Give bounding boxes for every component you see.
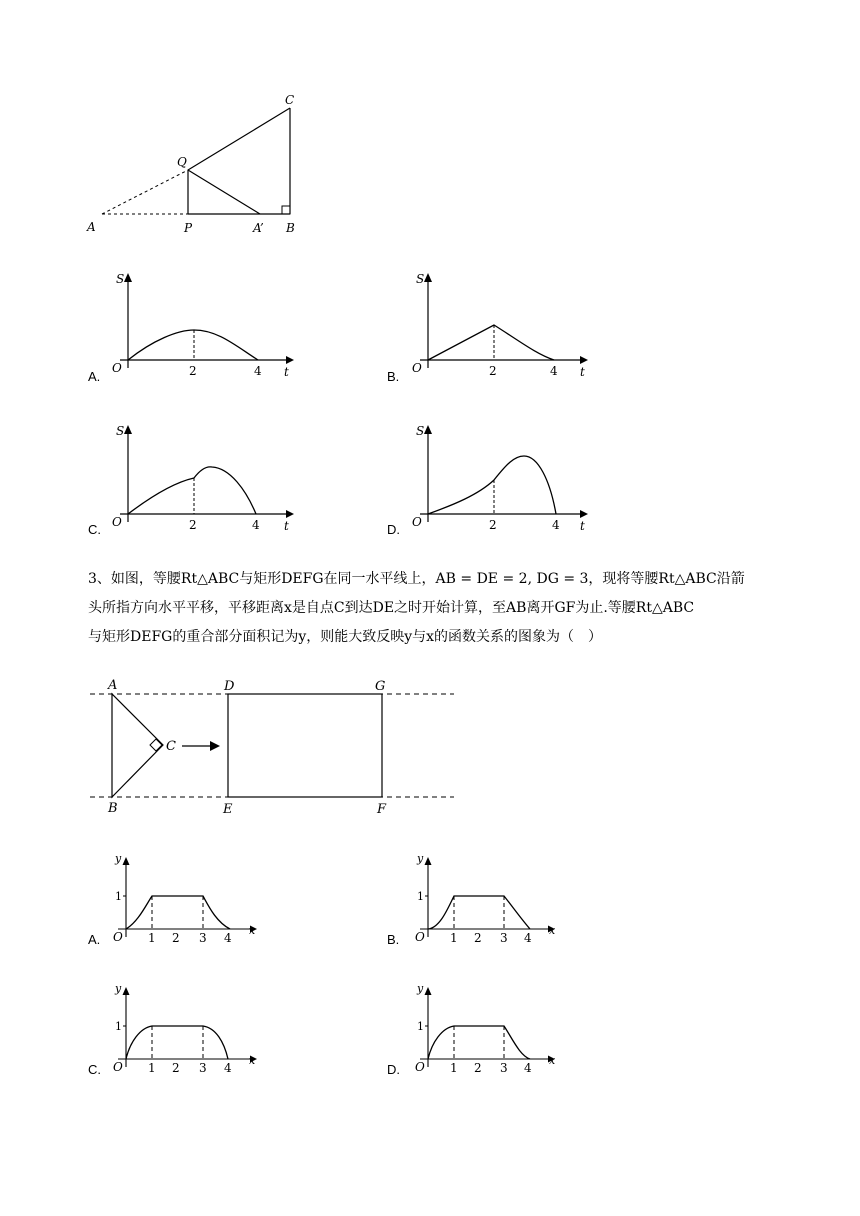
svg-text:O: O: [415, 930, 425, 944]
right-angle-mark-c: [150, 739, 162, 751]
svg-text:4: 4: [252, 518, 260, 532]
q2-option-c-letter: C.: [88, 522, 101, 537]
svg-text:3: 3: [500, 1061, 508, 1075]
q3-option-a-graph: [108, 850, 268, 945]
segment-qc: [188, 108, 290, 170]
rectangle-defg: [228, 694, 382, 797]
triangle-abc: [112, 694, 163, 797]
svg-text:1: 1: [115, 890, 122, 903]
figure-triangle-qpa: [80, 88, 320, 238]
q2-option-a-graph: [108, 268, 298, 380]
svg-text:2: 2: [189, 364, 197, 378]
question-3-line-3: 与矩形DEFG的重合部分面积记为y，则能大致反映y与x的函数关系的图象为（ ）: [88, 629, 603, 645]
svg-text:B: B: [108, 801, 118, 816]
segment-aq-dashed: [102, 170, 188, 214]
label-q: Q: [177, 155, 187, 169]
q2-option-b-graph: [408, 268, 598, 380]
q2-option-d-letter: D.: [387, 522, 400, 537]
svg-text:t: t: [580, 365, 585, 379]
label-c: C: [285, 93, 295, 107]
curve: [428, 1026, 530, 1059]
curve: [428, 325, 554, 360]
svg-text:x: x: [249, 1054, 256, 1067]
svg-text:O: O: [415, 1060, 425, 1074]
svg-text:C: C: [166, 739, 176, 754]
figure-triangle-rectangle: [86, 672, 466, 822]
svg-text:2: 2: [474, 931, 482, 945]
q2-option-c-graph: [108, 420, 298, 534]
svg-text:G: G: [375, 679, 386, 694]
q2-option-d-graph: [408, 420, 598, 534]
curve: [428, 456, 556, 514]
svg-text:S: S: [116, 272, 125, 286]
q3-option-d-letter: D.: [387, 1062, 400, 1077]
q2-option-b-letter: B.: [387, 369, 400, 384]
segment-qa-prime: [188, 170, 260, 214]
svg-text:O: O: [112, 361, 122, 375]
svg-text:E: E: [223, 802, 233, 817]
svg-text:A: A: [108, 678, 118, 693]
svg-text:S: S: [116, 424, 125, 438]
curve: [126, 1026, 228, 1059]
svg-text:4: 4: [254, 364, 262, 378]
svg-text:x: x: [249, 924, 256, 937]
svg-text:2: 2: [489, 518, 497, 532]
svg-text:O: O: [412, 515, 422, 529]
svg-text:4: 4: [552, 518, 560, 532]
curve: [126, 896, 230, 929]
q3-option-b-graph: [410, 850, 570, 945]
svg-text:4: 4: [524, 931, 532, 945]
svg-text:t: t: [580, 519, 585, 533]
svg-text:3: 3: [500, 931, 508, 945]
svg-text:1: 1: [417, 1020, 424, 1033]
svg-text:D: D: [224, 679, 235, 694]
svg-text:1: 1: [450, 1061, 458, 1075]
question-3-line-2: 头所指方向水平平移，平移距离x是自点C到达DE之时开始计算，至AB离开GF为止.等腰Rt△ABC: [88, 600, 695, 616]
svg-text:1: 1: [450, 931, 458, 945]
svg-text:2: 2: [474, 1061, 482, 1075]
svg-text:y: y: [417, 852, 424, 865]
q3-option-c-graph: [108, 980, 268, 1075]
question-3-line-1: 3、如图，等腰Rt△ABC与矩形DEFG在同一水平线上，AB = DE = 2, DG = 3，现将等腰Rt△ABC沿箭: [88, 571, 745, 587]
svg-text:4: 4: [224, 931, 232, 945]
svg-text:O: O: [113, 1060, 123, 1074]
q3-option-b-letter: B.: [387, 932, 400, 947]
svg-text:S: S: [416, 424, 425, 438]
svg-text:3: 3: [199, 931, 207, 945]
curve: [128, 330, 258, 360]
svg-text:2: 2: [172, 931, 180, 945]
question-3-text: [88, 565, 778, 652]
svg-text:t: t: [284, 365, 289, 379]
svg-text:1: 1: [115, 1020, 122, 1033]
svg-text:1: 1: [417, 890, 424, 903]
svg-text:4: 4: [524, 1061, 532, 1075]
svg-text:y: y: [115, 982, 122, 995]
label-a: A: [87, 220, 96, 234]
svg-text:O: O: [113, 930, 123, 944]
right-angle-mark: [282, 206, 290, 214]
svg-text:x: x: [549, 924, 556, 937]
svg-text:F: F: [377, 802, 387, 817]
svg-text:O: O: [112, 515, 122, 529]
svg-text:2: 2: [172, 1061, 180, 1075]
svg-text:3: 3: [199, 1061, 207, 1075]
svg-text:4: 4: [550, 364, 558, 378]
svg-text:y: y: [417, 982, 424, 995]
svg-text:1: 1: [148, 1061, 156, 1075]
svg-text:4: 4: [224, 1061, 232, 1075]
q3-option-d-graph: [410, 980, 570, 1075]
q2-option-a-letter: A.: [88, 369, 101, 384]
q3-option-a-letter: A.: [88, 932, 101, 947]
svg-text:S: S: [416, 272, 425, 286]
label-a-prime: A’: [253, 221, 264, 235]
svg-text:x: x: [549, 1054, 556, 1067]
svg-text:2: 2: [189, 518, 197, 532]
curve: [128, 467, 256, 514]
svg-text:1: 1: [148, 931, 156, 945]
q3-option-c-letter: C.: [88, 1062, 101, 1077]
curve: [428, 896, 530, 929]
svg-text:y: y: [115, 852, 122, 865]
svg-text:t: t: [284, 519, 289, 533]
svg-text:2: 2: [489, 364, 497, 378]
label-p: P: [184, 221, 193, 235]
svg-text:O: O: [412, 361, 422, 375]
label-b: B: [286, 221, 295, 235]
